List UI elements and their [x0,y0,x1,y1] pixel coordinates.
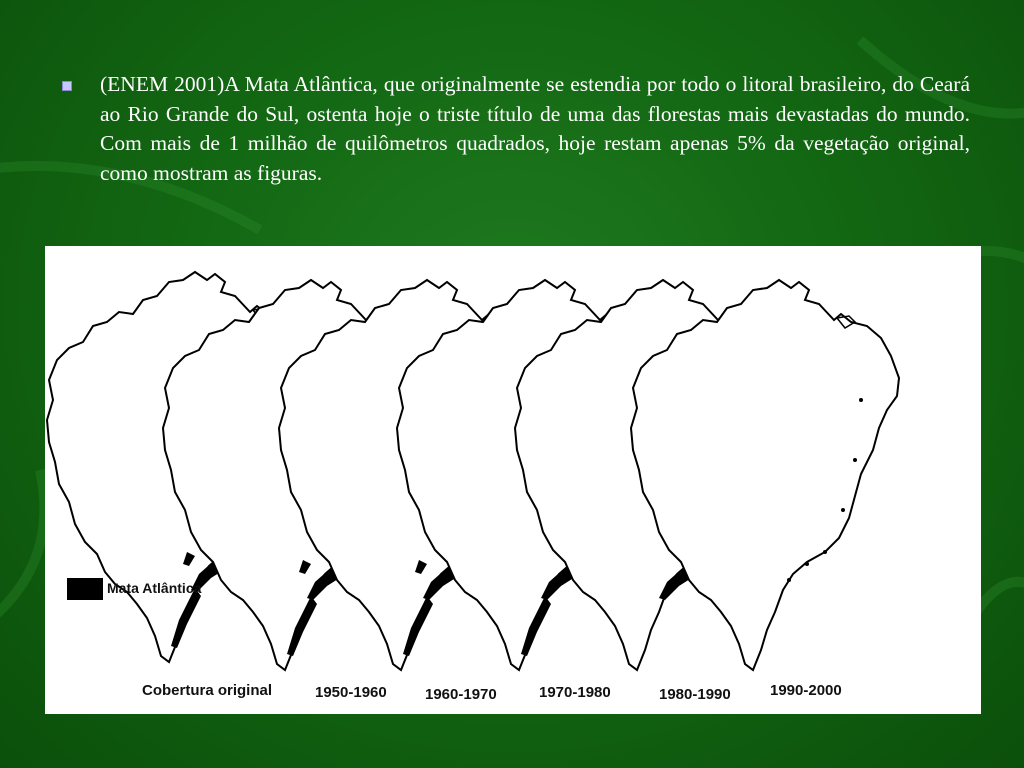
forest-speck-4 [805,562,809,566]
map-label-1: 1950-1960 [315,684,387,701]
question-paragraph: (ENEM 2001)A Mata Atlântica, que originalmente se estendia por todo o litoral brasileiro, do Ceará ao Rio Grande do Sul, ostenta hoje o triste título de uma das florestas mais devastadas do mundo. Com mais de 1 milhão de quilômetros quadrados, hoje restam apenas 5% da vegetação original, como mostram as figuras. [100,72,970,185]
forest-speck-3 [823,550,827,554]
map-label-5: 1990-2000 [770,682,842,699]
forest-speck-0 [859,398,863,402]
brazil-maps-sequence [45,246,981,714]
legend-label: Mata Atlântica [107,580,202,596]
legend-swatch [67,578,103,600]
map-figure [45,246,981,714]
map-label-4: 1980-1990 [659,686,731,703]
forest-speck-5 [787,578,791,582]
forest-speck-2 [841,508,845,512]
forest-speck-1 [853,458,857,462]
map-label-3: 1970-1980 [539,684,611,701]
map-label-2: 1960-1970 [425,686,497,703]
slide-text-block [62,70,970,188]
bullet-square-icon [62,81,72,91]
map-label-0: Cobertura original [142,682,273,699]
